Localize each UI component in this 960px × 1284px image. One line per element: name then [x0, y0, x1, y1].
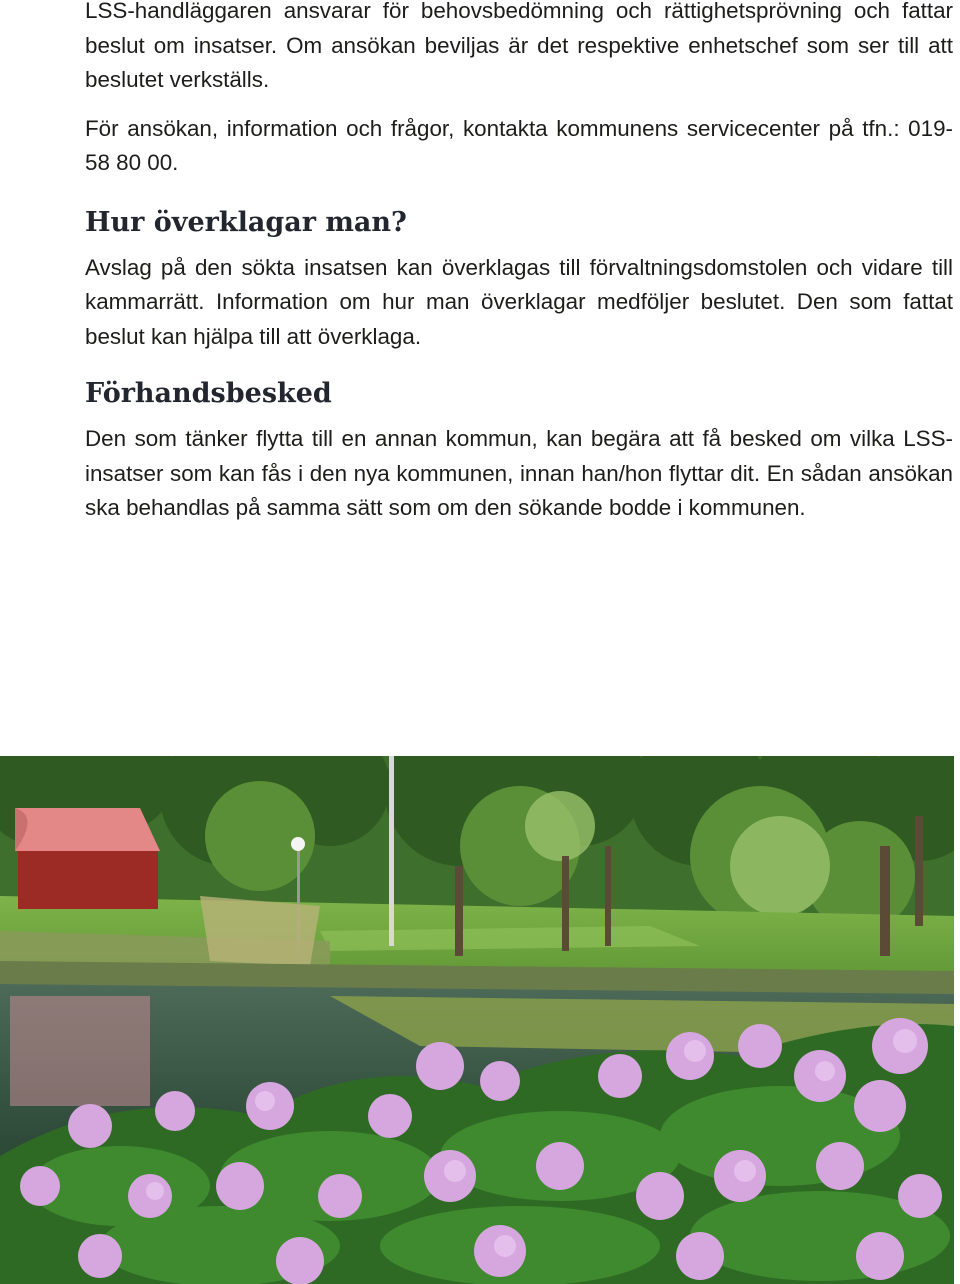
document-text — [85, 0, 953, 526]
paragraph-advance-notice: Den som tänker flytta till en annan kommun, kan begära att få besked om vilka LSS-insatser som kan fås i den nya kommunen, innan han/hon flyttar dit. En sådan ansökan ska behandlas på samma sätt som om den sökande bodde i kommunen. — [85, 426, 953, 520]
paragraph-appeal: Avslag på den sökta insatsen kan överklagas till förvaltningsdomstolen och vidare till kammarrätt. Information om hur man överklagar medföljer beslutet. Den som fattat beslut kan hjälpa till att överklaga. — [85, 254, 953, 349]
heading-advance-notice: Förhandsbesked — [85, 378, 332, 409]
paragraph-contact: För ansökan, information och frågor, kontakta kommunens servicecenter på tfn.: 019-58 80 00. — [85, 115, 953, 175]
heading-appeal: Hur överklagar man? — [85, 206, 407, 238]
paragraph-decision: LSS-handläggaren ansvarar för behovsbedömning och rättighetsprövning och fattar beslut om insatser. Om ansökan beviljas är det respektive enhetschef som ser till att beslutet verkställs. — [85, 0, 953, 92]
park-photo — [0, 756, 954, 1284]
